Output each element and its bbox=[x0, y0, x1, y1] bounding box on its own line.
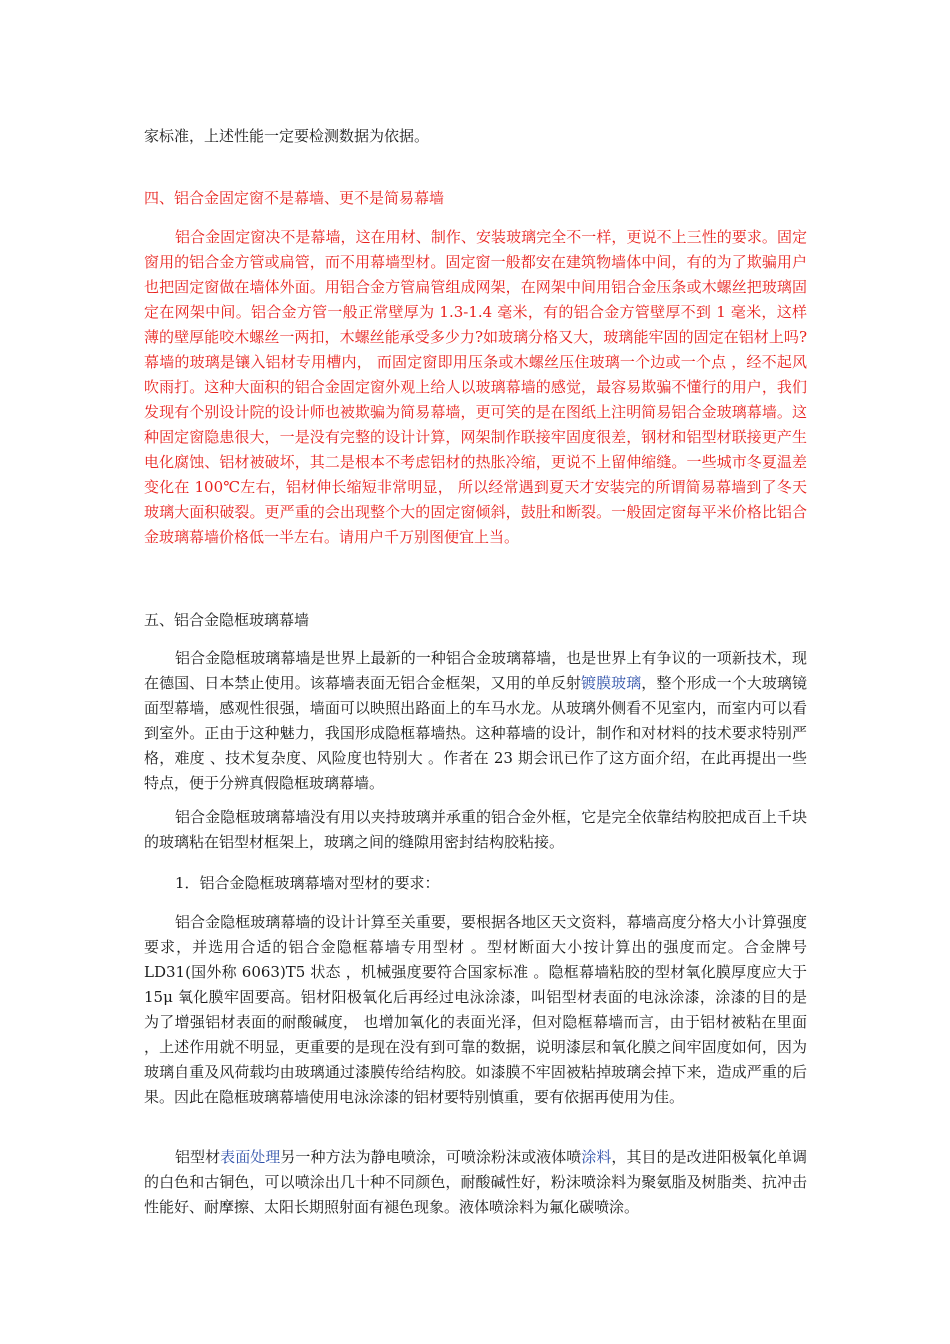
section5-heading: 五、铝合金隐框玻璃幕墙 bbox=[144, 611, 310, 629]
section5-paragraph-2: 铝合金隐框玻璃幕墙没有用以夹持玻璃并承重的铝合金外框，它是完全依靠结构胶把成百上千块的玻璃粘在铝型材框架上，玻璃之间的缝隙用密封结构胶粘接。 bbox=[144, 808, 807, 851]
section5-p4-text-c: ，其目的是改进阳极氧化单调的白色和古铜色，可以喷涂出几十种不同颜色，耐酸碱性好，粉沫喷涂料为聚氨脂及树脂类、抗冲击性能好、耐摩擦、太阳长期照射面有褪色现象。液体喷涂料为氟化碳喷涂。 bbox=[144, 1148, 807, 1216]
section5-p1-text-before: 铝合金隐框玻璃幕墙是世界上最新的一种铝合金玻璃幕墙，也是世界上有争议的一项新技术，现在德国、日本禁止使用。该幕墙表面无铝合金框架，又用的单反射 bbox=[144, 649, 807, 692]
section5-subheading-1: 1．铝合金隐框玻璃幕墙对型材的要求： bbox=[175, 874, 440, 892]
section5-paragraph-3: 铝合金隐框玻璃幕墙的设计计算至关重要，要根据各地区天文资料，幕墙高度分格大小计算强度要求，并选用合适的铝合金隐框幕墙专用型材 。型材断面大小按计算出的强度而定。合金牌号 LD31(国外称 6063)T5 状态 ，机械强度要符合国家标准 。隐框幕墙粘胶的型材氧化膜厚度应大于 15μ 氧化膜牢固要高。铝材阳极氧化后再经过电泳涂漆，叫铝型材表面的电泳涂漆，涂漆的目的是为了增强铝材表面的耐酸碱度， 也增加氧化的表面光泽，但对隐框幕墙而言，由于铝材被粘在里面 ，上述作用就不明显，更重要的是现在没有到可靠的数据，说明漆层和氧化膜之间牢固度如何，因为玻璃自重及风荷载均由玻璃通过漆膜传给结构胶。如漆膜不牢固被粘掉玻璃会掉下来，造成严重的后果。因此在隐框玻璃幕墙使用电泳涂漆的铝材要特别慎重，要有依据再使用为佳。 bbox=[144, 913, 807, 1106]
section5-paragraph-1 bbox=[144, 646, 807, 796]
section4-body: 铝合金固定窗决不是幕墙，这在用材、制作、安装玻璃完全不一样，更说不上三性的要求。固定窗用的铝合金方管或扁管，而不用幕墙型材。固定窗一般都安在建筑物墙体中间，有的为了欺骗用户也把固定窗做在墙体外面。用铝合金方管扁管组成网架，在网架中间用铝合金压条或木螺丝把玻璃固定在网架中间。铝合金方管一般正常壁厚为 1.3-1.4 毫米，有的铝合金方管壁厚不到 1 毫米，这样薄的壁厚能咬木螺丝一两扣，木螺丝能承受多少力?如玻璃分格又大，玻璃能牢固的固定在铝材上吗?幕墙的玻璃是镶入铝材专用槽内， 而固定窗即用压条或木螺丝压住玻璃一个边或一个点 ，经不起风吹雨打。这种大面积的铝合金固定窗外观上给人以玻璃幕墙的感觉，最容易欺骗不懂行的用户，我们发现有个别设计院的设计师也被欺骗为简易幕墙，更可笑的是在图纸上注明简易铝合金玻璃幕墙。这种固定窗隐患很大，一是没有完整的设计计算，网架制作联接牢固度很差，钢材和铝型材联接更产生电化腐蚀、铝材被破坏，其二是根本不考虑铝材的热胀冷缩，更说不上留伸缩缝。一些城市冬夏温差变化在 100℃左右，铝材伸长缩短非常明显， 所以经常遇到夏天才安装完的所谓简易幕墙到了冬天玻璃大面积破裂。更严重的会出现整个大的固定窗倾斜，鼓肚和断裂。一般固定窗每平米价格比铝合金玻璃幕墙价格低一半左右。请用户千万别图便宜上当。 bbox=[144, 228, 807, 546]
section4-heading: 四、铝合金固定窗不是幕墙、更不是简易幕墙 bbox=[144, 189, 445, 207]
section5-p4-text-b: 另一种方法为静电喷涂，可喷涂粉沫或液体喷 bbox=[280, 1148, 582, 1166]
intro-tail-paragraph: 家标准，上述性能一定要检测数据为依据。 bbox=[144, 127, 430, 145]
section5-p4-text-a: 铝型材 bbox=[175, 1148, 221, 1166]
section5-p1-text-after: ，整个形成一个大玻璃镜面型幕墙，感观性很强，墙面可以映照出路面上的车马水龙。从玻璃外侧看不见室内，而室内可以看到室外。正由于这种魅力，我国形成隐框幕墙热。这种幕墙的设计，制作和对材料的技术要求特别严格，难度 、技术复杂度、风险度也特别大 。作者在 23 期会讯已作了这方面介绍，在此再提出一些特点，便于分辨真假隐框玻璃幕墙。 bbox=[144, 674, 807, 792]
section5-paragraph-4 bbox=[144, 1145, 807, 1220]
coating-link[interactable]: 涂料 bbox=[581, 1148, 612, 1166]
coated-glass-link[interactable]: 镀膜玻璃 bbox=[581, 674, 642, 692]
surface-treatment-link[interactable]: 表面处理 bbox=[220, 1148, 281, 1166]
